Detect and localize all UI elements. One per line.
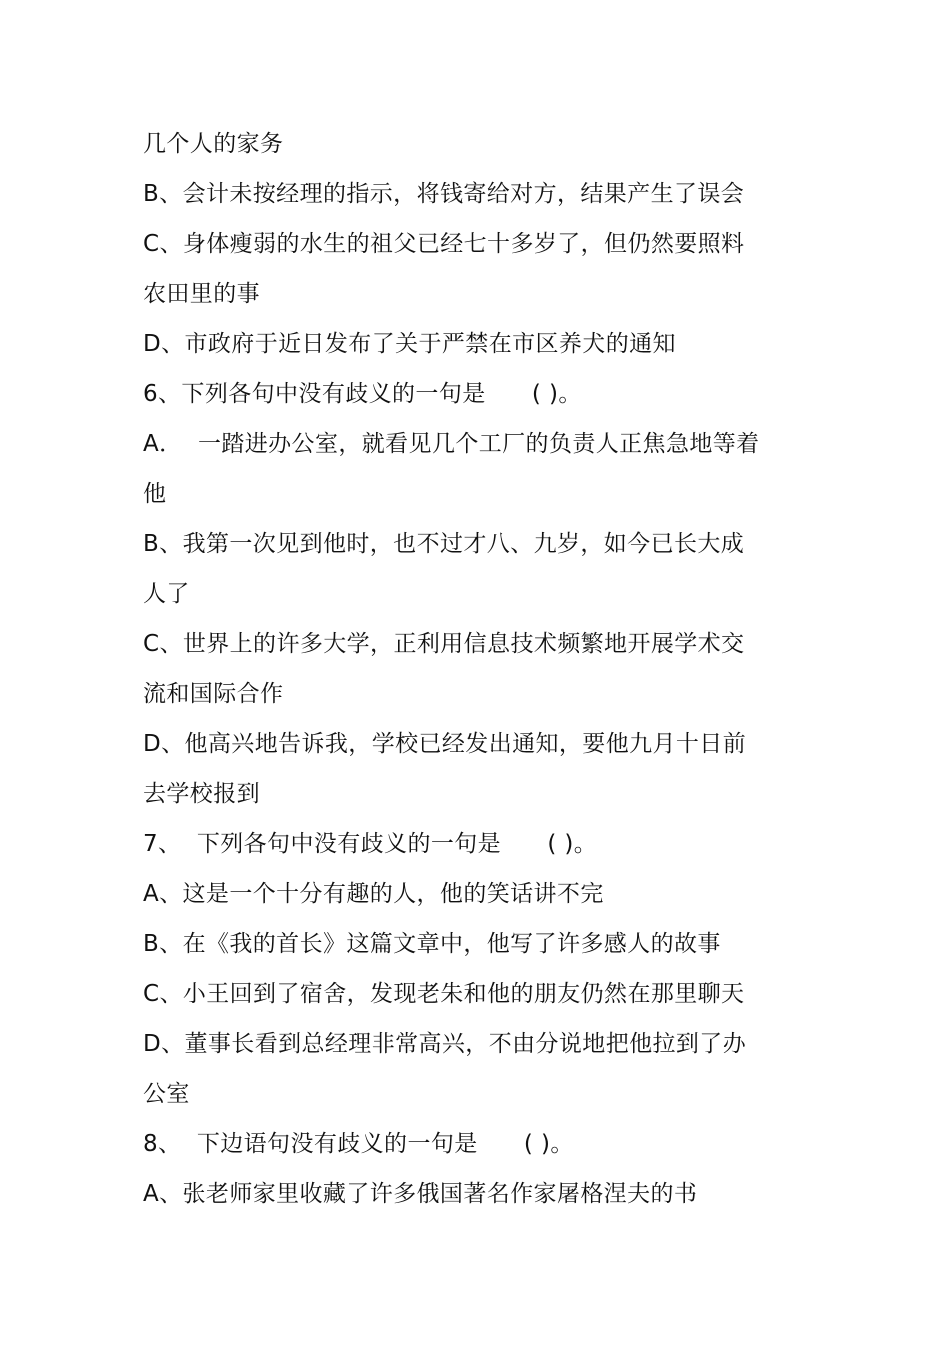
text-line: D、他高兴地告诉我，学校已经发出通知，要他九月十日前 <box>143 731 747 757</box>
text-line: A、这是一个十分有趣的人，他的笑话讲不完 <box>143 881 604 907</box>
question-8: 8、 下边语句没有歧义的一句是 ( )。 <box>143 1131 574 1157</box>
question-7: 7、 下列各句中没有歧义的一句是 ( )。 <box>143 831 598 857</box>
text-line: D、董事长看到总经理非常高兴，不由分说地把他拉到了办 <box>143 1031 747 1057</box>
text-line: C、身体瘦弱的水生的祖父已经七十多岁了，但仍然要照料 <box>143 231 745 257</box>
text-line: B、我第一次见到他时，也不过才八、九岁，如今已长大成 <box>143 531 745 557</box>
text-line: B、会计未按经理的指示，将钱寄给对方，结果产生了误会 <box>143 181 745 207</box>
text-line: B、在《我的首长》这篇文章中，他写了许多感人的故事 <box>143 931 721 957</box>
text-line: A、张老师家里收藏了许多俄国著名作家屠格涅夫的书 <box>143 1181 698 1207</box>
text-line: 公室 <box>143 1081 190 1107</box>
text-line: 人了 <box>143 581 190 607</box>
text-line: A． 一踏进办公室，就看见几个工厂的负责人正焦急地等着 <box>143 431 760 457</box>
text-line: 去学校报到 <box>143 781 260 807</box>
text-line: 几个人的家务 <box>143 131 284 157</box>
text-line: 农田里的事 <box>143 281 260 307</box>
text-line: C、世界上的许多大学，正利用信息技术频繁地开展学术交 <box>143 631 745 657</box>
text-line: 流和国际合作 <box>143 681 284 707</box>
question-6: 6、下列各句中没有歧义的一句是 ( )。 <box>143 381 582 407</box>
text-line: C、小王回到了宿舍，发现老朱和他的朋友仍然在那里聊天 <box>143 981 745 1007</box>
text-line: 他 <box>143 481 167 507</box>
text-line: D、市政府于近日发布了关于严禁在市区养犬的通知 <box>143 331 676 357</box>
